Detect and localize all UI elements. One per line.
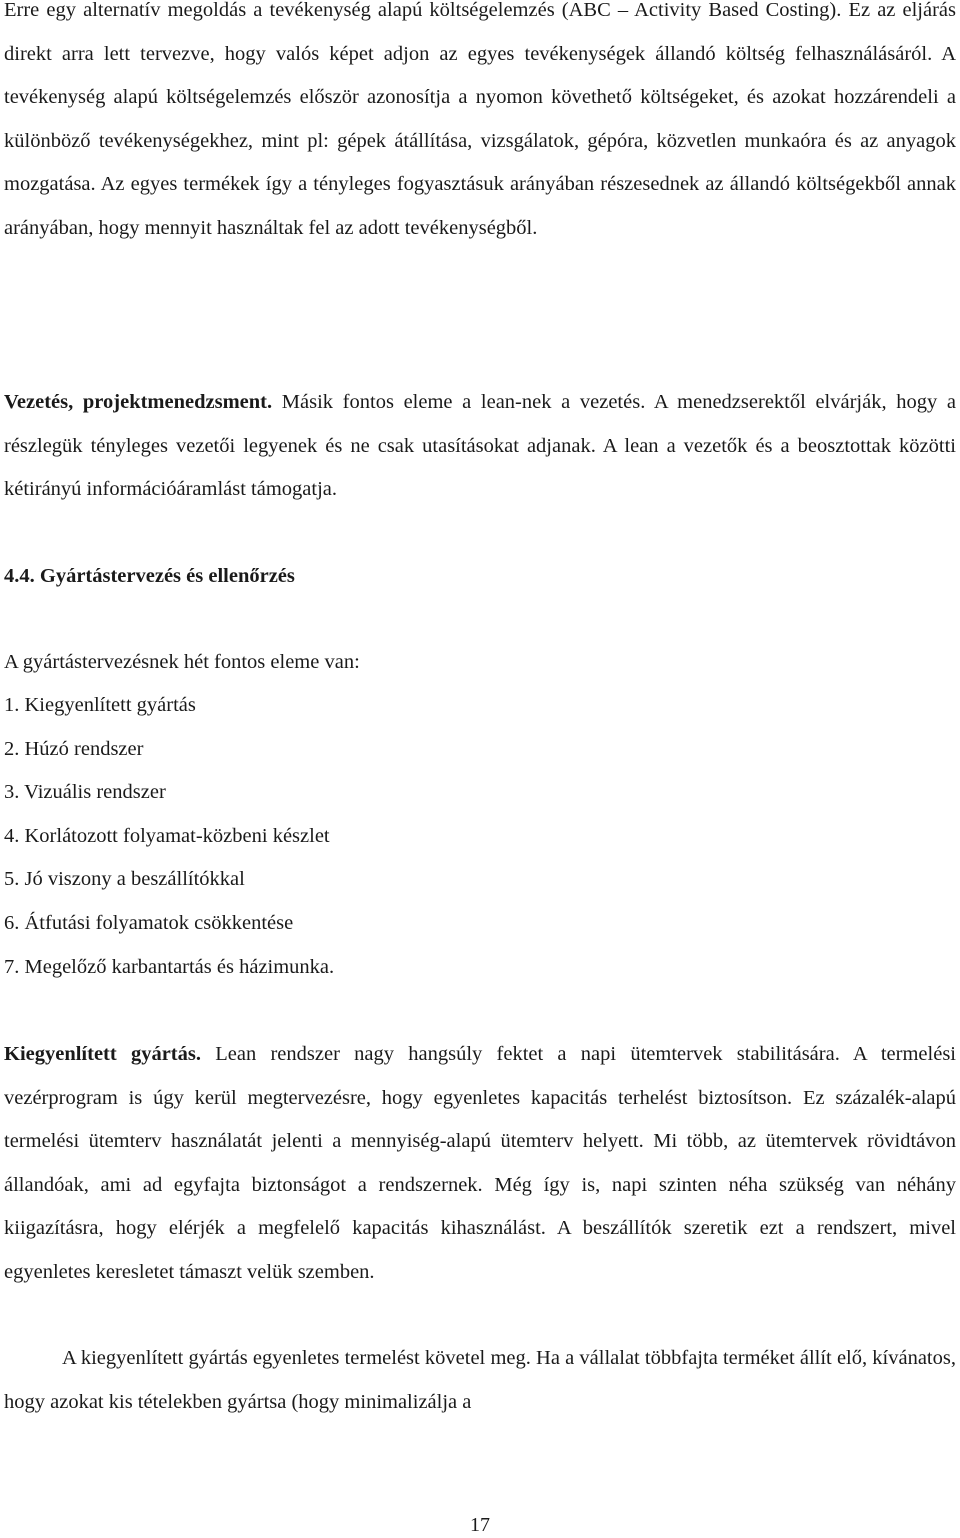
document-page — [4, 0, 956, 1537]
leadership-lead: Vezetés, projektmenedzsment. — [4, 391, 273, 413]
list-item: 2. Húzó rendszer — [4, 737, 144, 760]
list-item: 3. Vizuális rendszer — [4, 781, 166, 804]
page-number: 17 — [470, 1514, 490, 1536]
leadership-text: Másik fontos eleme a lean-nek a vezetés. A menedzserektől elvárják, hogy a részlegük tényleges vezetői legyenek és ne csak utasításokat adjanak. A lean a vezetők és a beosztottak közötti kétirányú információáramlást támogatja. — [4, 391, 956, 501]
list-item: 1. Kiegyenlített gyártás — [4, 694, 196, 716]
list-item: 4. Korlátozott folyamat-közbeni készlet — [4, 824, 330, 847]
leveled-lead: Kiegyenlített gyártás. — [4, 1043, 201, 1065]
list-intro: A gyártástervezésnek hét fontos eleme van: — [4, 651, 360, 673]
paragraph-last: A kiegyenlített gyártás egyenletes termelést követel meg. Ha a vállalat többfajta terméket állít elő, kívánatos, hogy azokat kis tételekben gyártsa (hogy minimalizálja a — [4, 1347, 956, 1413]
paragraph-leveled-production — [4, 1033, 956, 1295]
paragraph-leadership — [4, 381, 956, 512]
section-heading: 4.4. Gyártástervezés és ellenőrzés — [4, 565, 295, 587]
elements-list — [4, 684, 334, 989]
list-item: 7. Megelőző karbantartás és házimunka. — [4, 955, 335, 978]
list-item: 5. Jó viszony a beszállítókkal — [4, 868, 245, 891]
leveled-text: Lean rendszer nagy hangsúly fektet a napi ütemtervek stabilitására. A termelési vezérprogram is úgy kerül megtervezésre, hogy egyenletes kapacitás terhelést biztosítson. Ez százalék-alapú termelési ütemterv használatát jelenti a mennyiség-alapú ütemterv helyett. Mi több, az ütemtervek rövidtávon állandóak, ami ad egyfajta biztonságot a rendszernek. Még így is, napi szinten néha szükség van néhány kiigazításra, hogy elérjék a megfelelő kapacitás kihasználást. A beszállítók szeretik ezt a rendszert, mivel egyenletes keresletet támaszt velük szemben. — [4, 1043, 956, 1283]
paragraph-abc-costing: Erre egy alternatív megoldás a tevékenység alapú költségelemzés (ABC – Activity Based Costing). Ez az eljárás direkt arra lett tervezve, hogy valós képet adjon az egyes tevékenységek állandó költség felhasználásáról. A tevékenység alapú költségelemzés először azonosítja a nyomon követhető költségeket, és azokat hozzárendeli a különböző tevékenységekhez, mint pl: gépek átállítása, vizsgálatok, gépóra, közvetlen munkaóra és az anyagok mozgatása. Az egyes termékek így a tényleges fogyasztásuk arányában részesednek az állandó költségekből annak arányában, hogy mennyit használtak fel az adott tevékenységből. — [4, 0, 956, 239]
list-item: 6. Átfutási folyamatok csökkentése — [4, 911, 294, 934]
